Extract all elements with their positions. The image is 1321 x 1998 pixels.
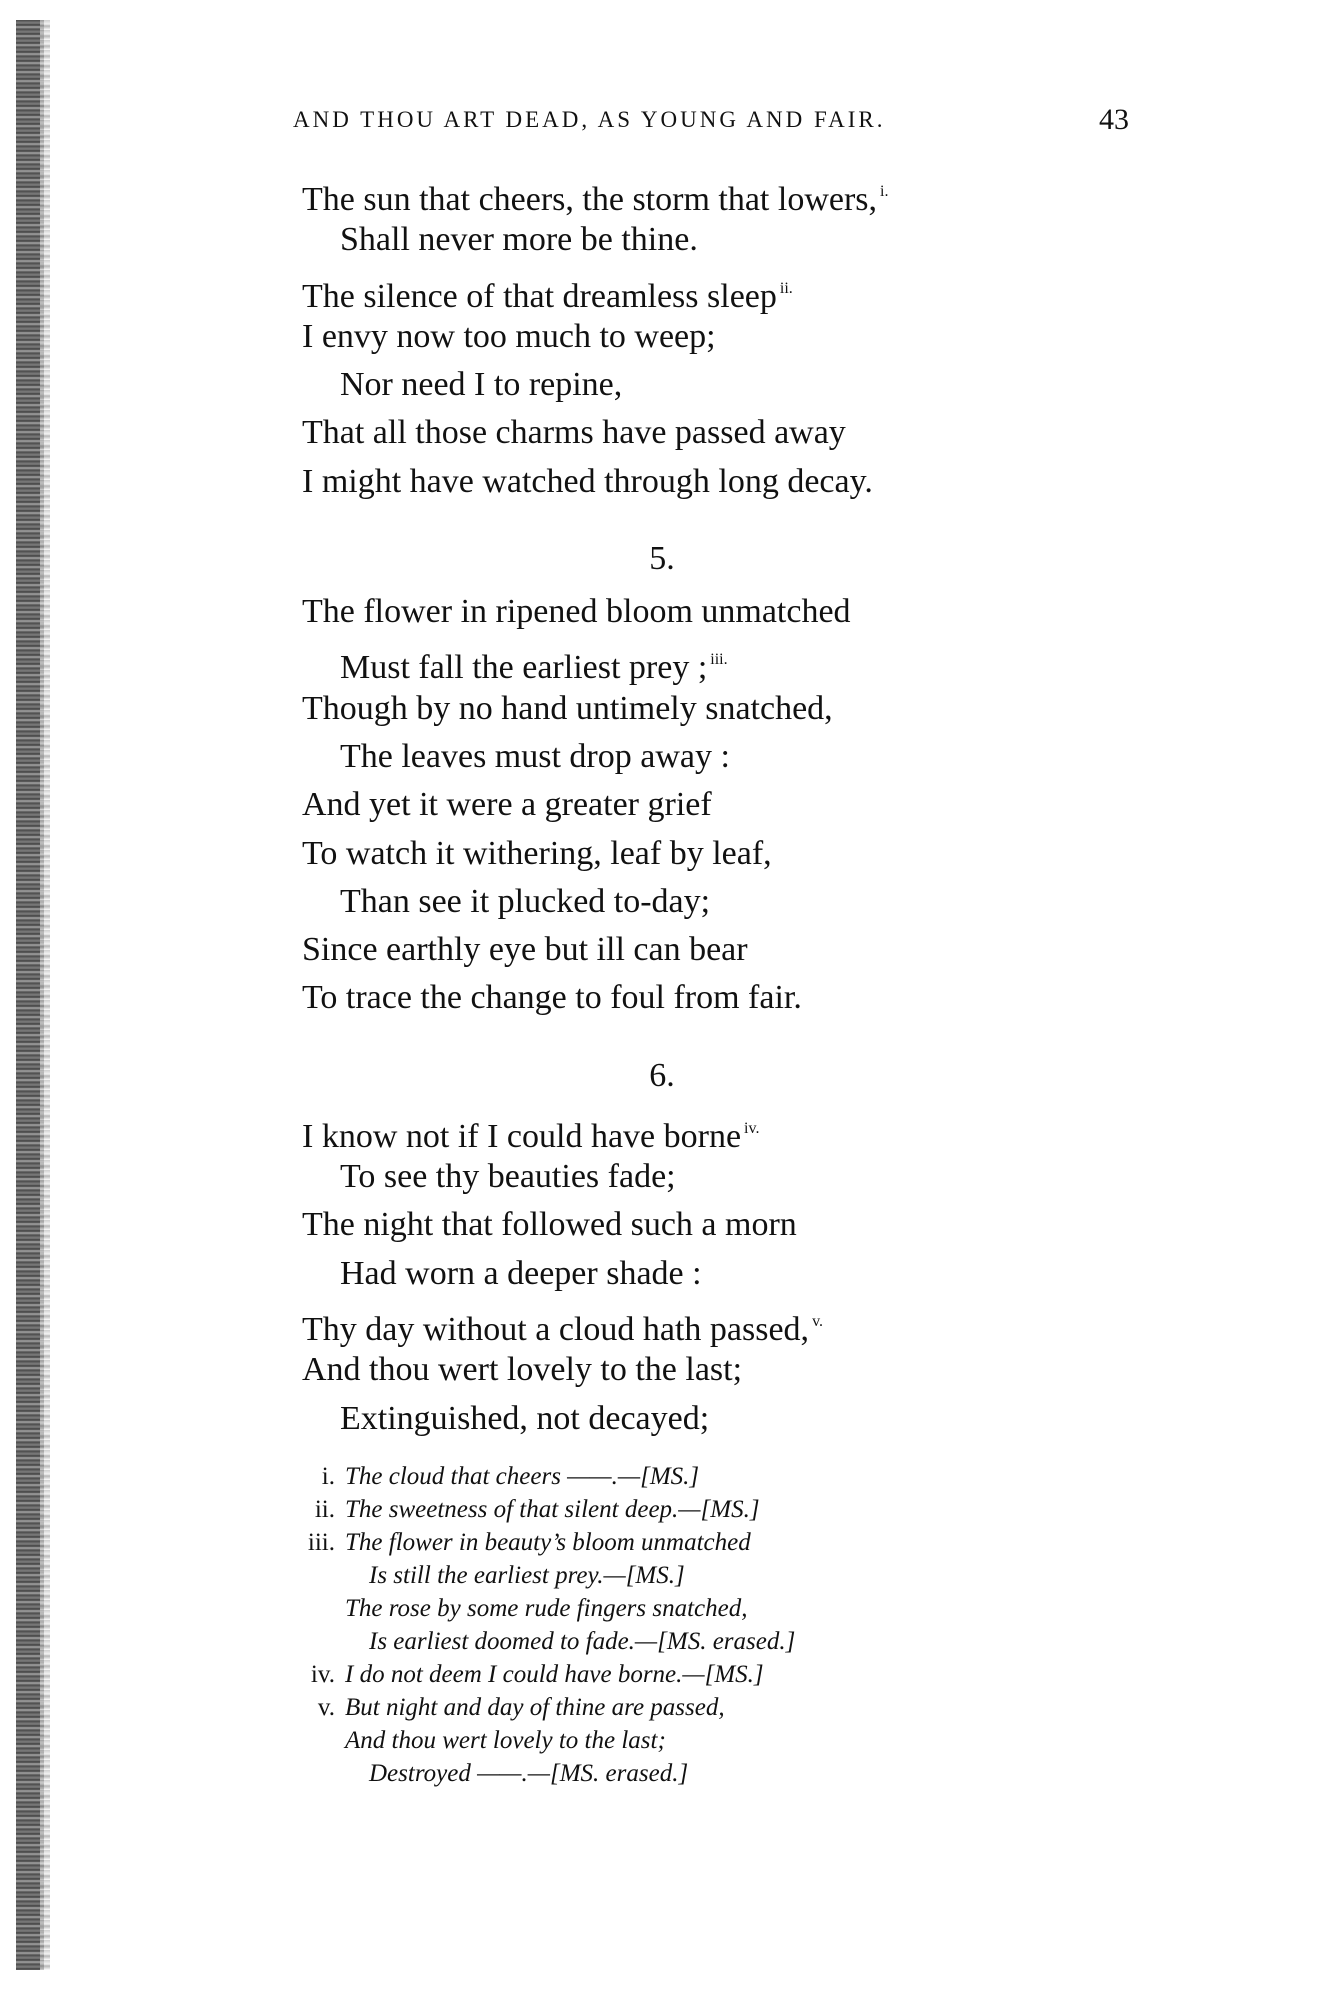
footnote-number: iii.: [307, 1529, 335, 1556]
stanza-number: 5.: [649, 540, 675, 578]
footnote-line: The flower in beauty’s bloom unmatched: [345, 1529, 751, 1556]
poem-line: That all those charms have passed away: [302, 414, 846, 452]
footnote-line: The sweetness of that silent deep.—[MS.]: [345, 1496, 760, 1523]
footnote-line: Is still the earliest prey.—[MS.]: [369, 1562, 685, 1589]
page-header: [293, 103, 1129, 143]
footnote-number: iv.: [310, 1661, 335, 1688]
poem-line: Thy day without a cloud hath passed, $^{v.}$: [302, 1310, 824, 1348]
poem-line: Since earthly eye but ill can bear: [302, 931, 748, 969]
footnote: [283, 1493, 1183, 1526]
running-head: AND THOU ART DEAD, AS YOUNG AND FAIR.: [293, 107, 886, 132]
stanza-number: 6.: [649, 1056, 675, 1094]
footnote-line: The cloud that cheers ——.—[MS.]: [345, 1463, 700, 1490]
footnote-line: The rose by some rude fingers snatched,: [345, 1595, 748, 1622]
page-gutter-shadow: [40, 20, 50, 1970]
poem-line: Than see it plucked to-day;: [340, 882, 711, 920]
footnote-ref: iii.: [710, 651, 728, 669]
footnote: [283, 1691, 1183, 1790]
footnote-line: And thou wert lovely to the last;: [345, 1727, 666, 1754]
footnote: [283, 1460, 1183, 1493]
footnote-ref: v.: [812, 1312, 824, 1330]
poem-line: I envy now too much to weep;: [302, 317, 716, 355]
poem-line: The silence of that dreamless sleep $^{ii.}$: [302, 277, 793, 315]
footnote-number: ii.: [314, 1496, 335, 1523]
footnote: [283, 1658, 1183, 1691]
poem-line: And yet it were a greater grief: [302, 786, 712, 824]
poem-line: I know not if I could have borne $^{iv.}$: [302, 1117, 760, 1155]
poem-line: Nor need I to repine,: [340, 366, 623, 404]
poem-line: To trace the change to foul from fair.: [302, 979, 802, 1017]
poem-line: The flower in ripened bloom unmatched: [302, 593, 851, 631]
poem-body: [302, 168, 1082, 1443]
footnote-number: v.: [317, 1694, 335, 1721]
footnote-ref: ii.: [779, 279, 793, 297]
poem-line: To see thy beauties fade;: [340, 1158, 676, 1196]
poem-line: I might have watched through long decay.: [302, 462, 873, 500]
poem-line: Though by no hand untimely snatched,: [302, 689, 833, 727]
poem-line: The sun that cheers, the storm that lowers, $^{i.}$: [302, 181, 889, 218]
poem-line: And thou wert lovely to the last;: [302, 1351, 743, 1389]
footnote-ref: iv.: [744, 1119, 760, 1137]
poem-line: The leaves must drop away :: [340, 737, 730, 775]
poem-line: Had worn a deeper shade :: [340, 1254, 702, 1292]
footnote-number: i.: [321, 1463, 335, 1490]
poem-line: The night that followed such a morn: [302, 1206, 797, 1244]
poem-line: Shall never more be thine.: [340, 221, 698, 259]
footnote-line: I do not deem I could have borne.—[MS.]: [345, 1661, 764, 1688]
poem-line: To watch it withering, leaf by leaf,: [302, 834, 772, 872]
footnote-line: But night and day of thine are passed,: [345, 1694, 725, 1721]
footnotes: [283, 1460, 1183, 1790]
footnote-line: Destroyed ——.—[MS. erased.]: [369, 1760, 689, 1787]
footnote-ref: i.: [880, 183, 889, 200]
footnote-line: Is earliest doomed to fade.—[MS. erased.]: [369, 1628, 796, 1655]
page-number: 43: [1099, 103, 1129, 136]
poem-line: Must fall the earliest prey ; $^{iii.}$: [340, 649, 728, 687]
footnote: [283, 1526, 1183, 1658]
poem-line: Extinguished, not decayed;: [340, 1399, 710, 1437]
